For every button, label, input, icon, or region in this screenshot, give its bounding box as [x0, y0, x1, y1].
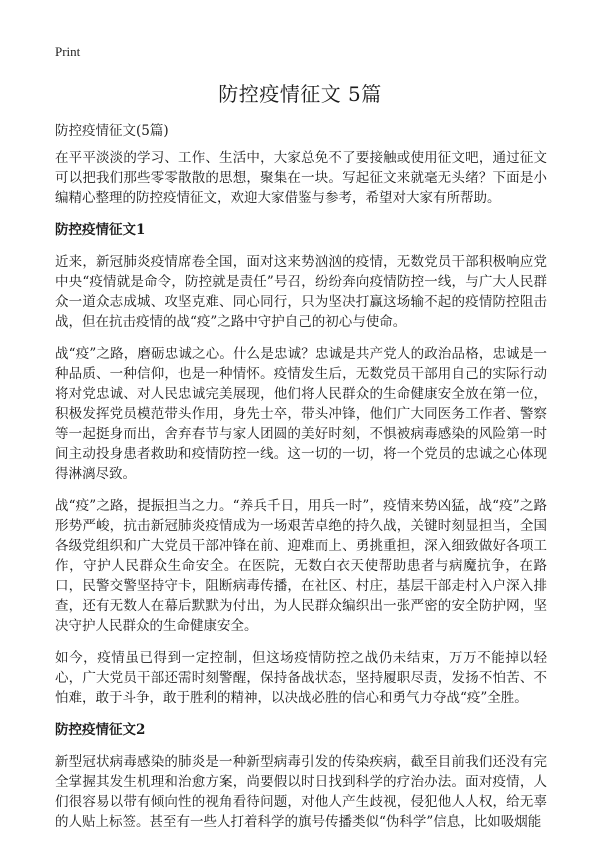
section-1-paragraph: 近来，新冠肺炎疫情席卷全国，面对这来势汹汹的疫情，无数党员干部积极响应党中央“疫情就是命令，防控就是责任”号召，纷纷奔向疫情防控一线，与广大人民群众一道众志成城、攻坚克难、同心同行，只为坚决打赢这场输不起的疫情防控阻击战，但在抗击疫情的战“疫”之路中守护自己的初心与使命。: [55, 254, 547, 330]
section-1-heading: 防控疫情征文1: [55, 222, 146, 238]
print-link[interactable]: Print: [55, 44, 81, 59]
section-2-paragraph: 新型冠状病毒感染的肺炎是一种新型病毒引发的传染疾病，截至目前我们还没有完全掌握其发生机理和治愈方案，尚要假以时日找到科学的疗治办法。面对疫情，人们很容易以带有倾向性的视角看待问题，对他人产生歧视，侵犯他人人权，给无辜的人贴上标签。甚至有一些人打着科学的旗号传播类似“伪科学”信息，比如吸烟能: [55, 754, 547, 830]
section-2-heading: 防控疫情征文2: [55, 722, 146, 738]
section-1-paragraph: 如今，疫情虽已得到一定控制，但这场疫情防控之战仍未结束，万万不能掉以轻心，广大党员干部还需时刻警醒，保持备战状态，坚持履职尽责，发扬不怕苦、不怕难，敢于斗争，敢于胜利的精神，以决战必胜的信心和勇气力夺战“疫”全胜。: [55, 650, 547, 706]
intro-paragraph: 在平平淡淡的学习、工作、生活中，大家总免不了要接触或使用征文吧，通过征文可以把我们那些零零散散的思想，聚集在一块。写起征文来就毫无头绪？下面是小编精心整理的防控疫情征文，欢迎大家借鉴与参考，希望对大家有所帮助。: [55, 150, 547, 206]
document-subtitle: 防控疫情征文(5篇): [55, 123, 169, 139]
section-1-paragraph: 战“疫”之路，提振担当之力。“养兵千日，用兵一时”，疫情来势凶猛，战“疫”之路形势严峻，抗击新冠肺炎疫情成为一场艰苦卓绝的持久战，关键时刻显担当，全国各级党组织和广大党员干部冲锋在前、迎难而上、勇挑重担，深入细致做好各项工作，守护人民群众生命安全。在医院，无数白衣天使帮助患者与病魔抗争，在路口，民警交警坚持守卡，阻断病毒传播，在社区、村庄，基层干部走村入户深入排查，还有无数人在幕后默默为付出，为人民群众编织出一张严密的安全防护网，坚决守护人民群众的生命健康安全。: [55, 498, 547, 634]
page-title: 防控疫情征文 5篇: [218, 82, 382, 106]
section-1-paragraph: 战“疫”之路，磨砺忠诚之心。什么是忠诚？忠诚是共产党人的政治品格，忠诚是一种品质、一种信仰，也是一种情怀。疫情发生后，无数党员干部用自己的实际行动将对党忠诚、对人民忠诚完美展现，他们将人民群众的生命健康安全放在第一位，积极发挥党员模范带头作用，身先士卒，带头冲锋，他们广大同医务工作者、警察等一起挺身而出，舍弃春节与家人团圆的美好时刻，不惧被病毒感染的风险第一时间主动投身患者救助和疫情防控一线。这一切的一切，将一个党员的忠诚之心体现得淋漓尽致。: [55, 346, 547, 482]
article-body: [55, 148, 547, 844]
